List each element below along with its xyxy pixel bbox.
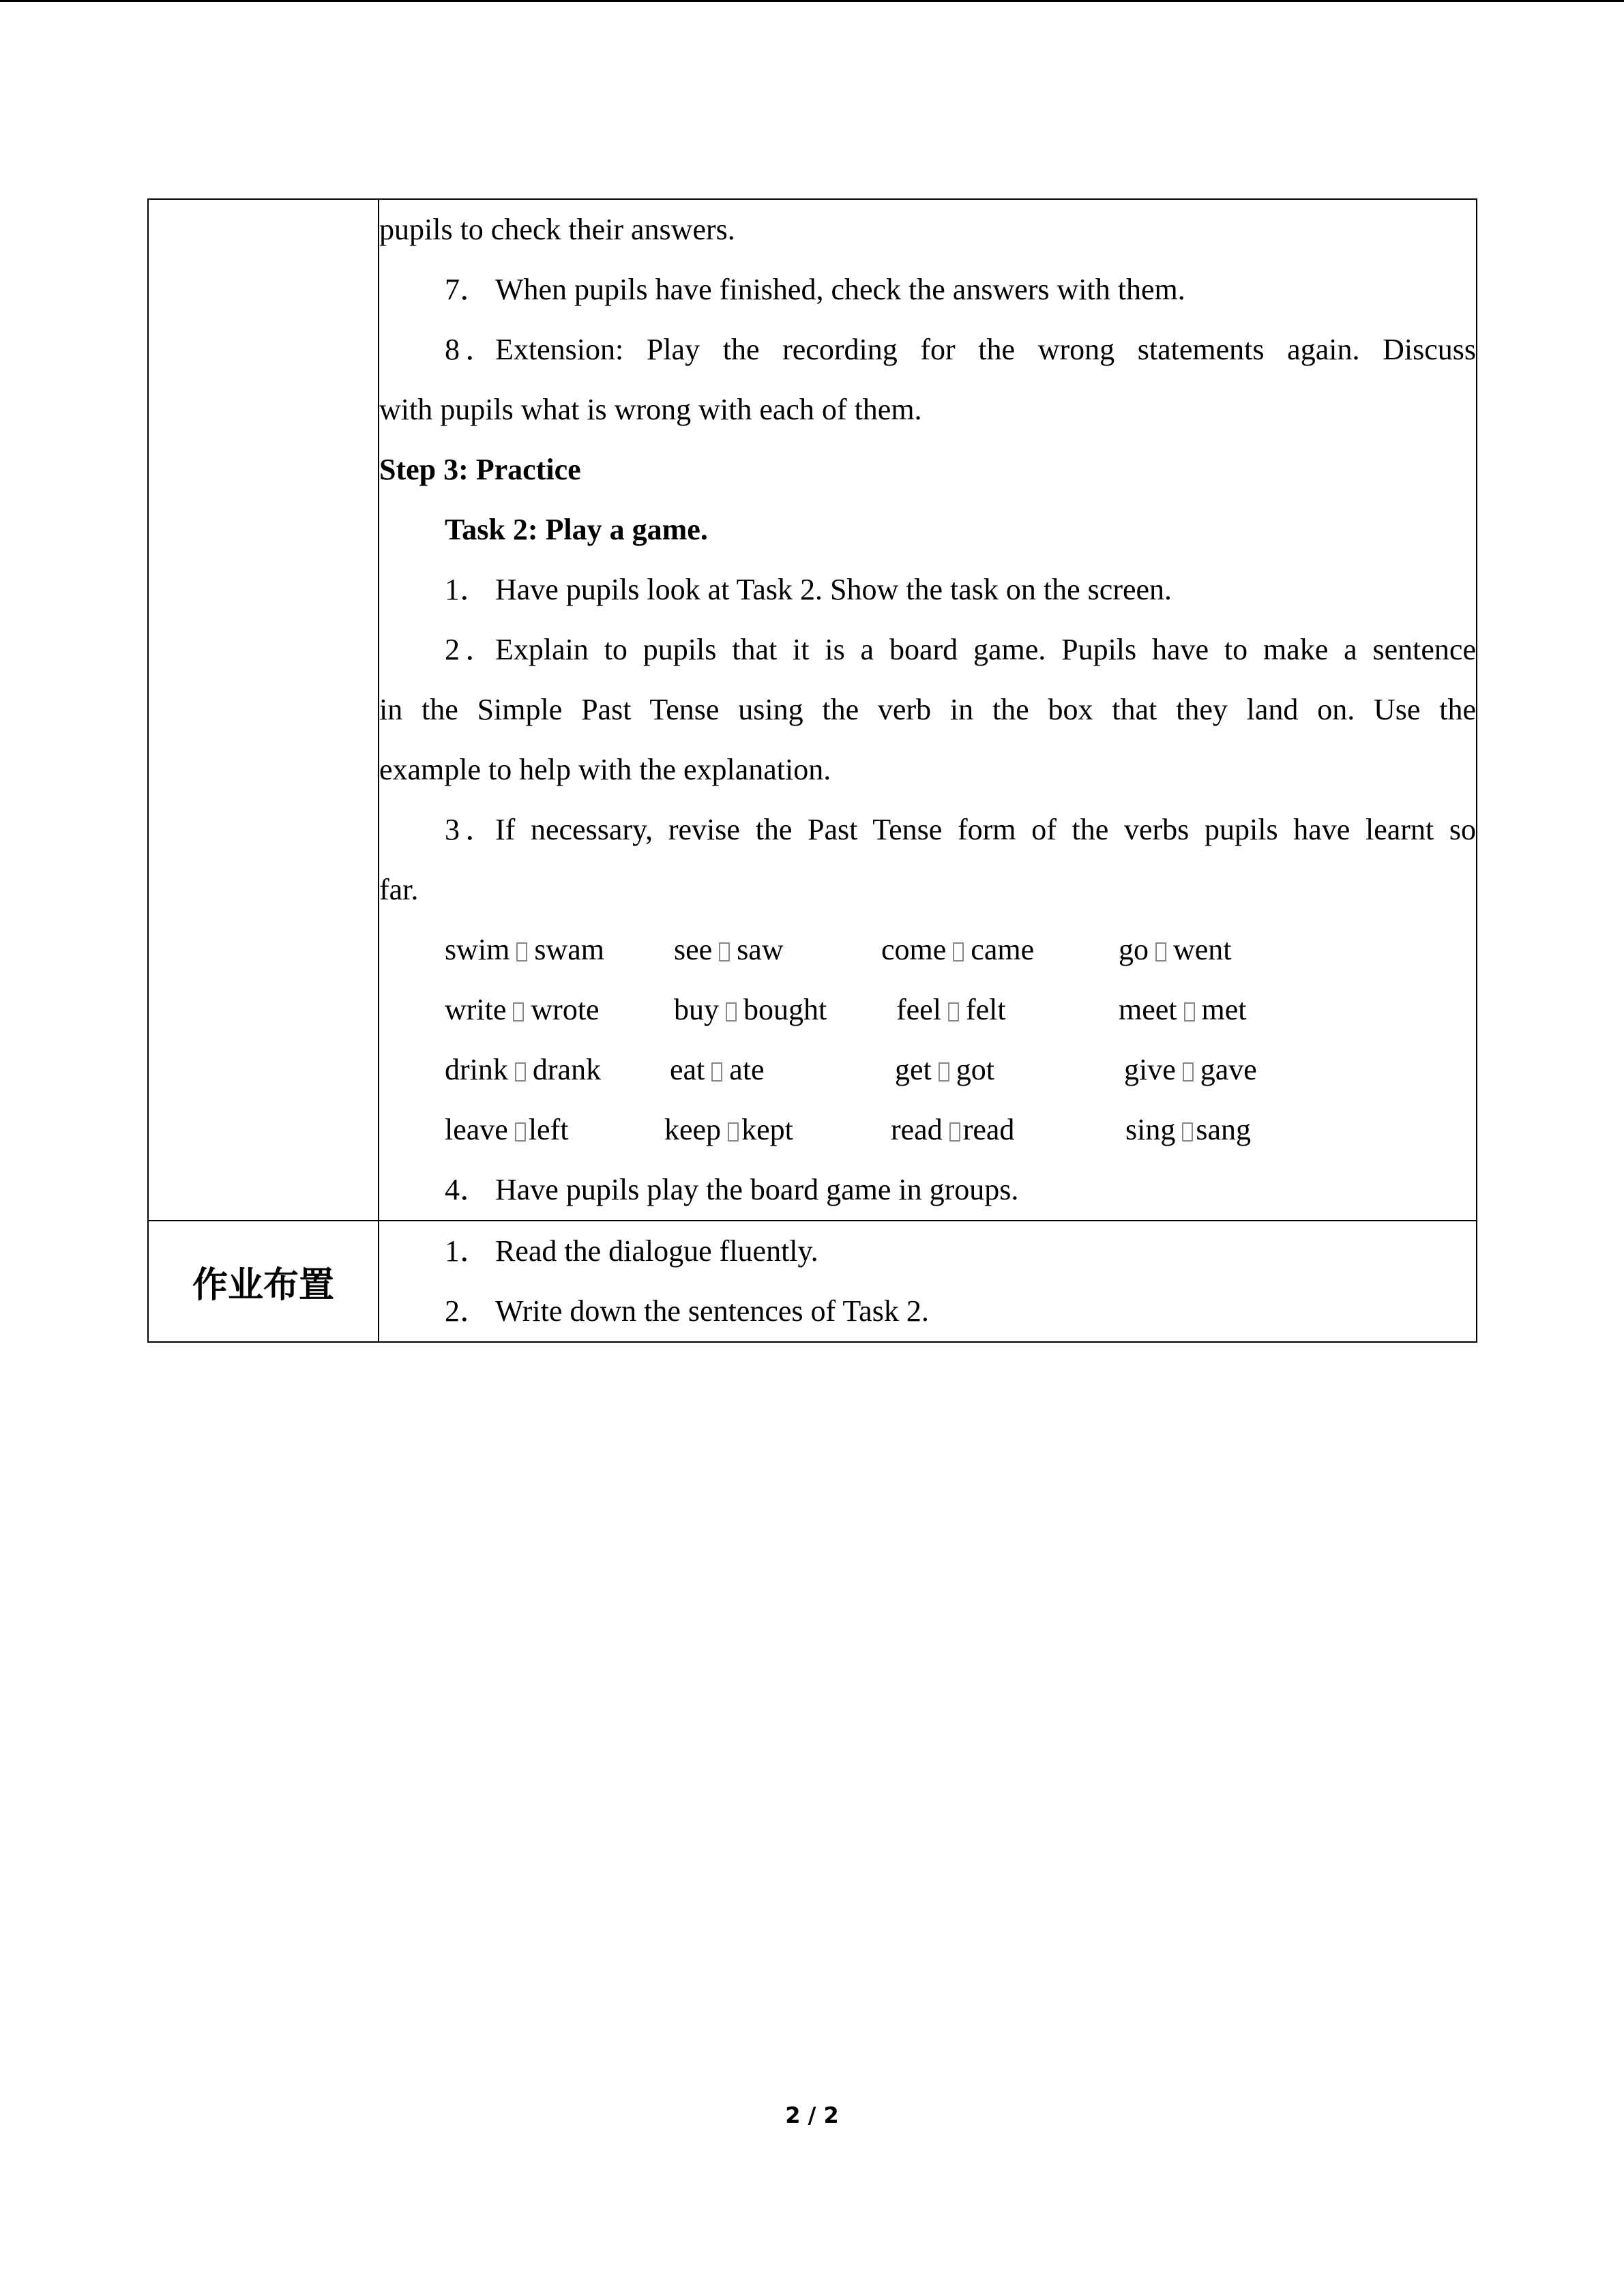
page-number: 2 / 2: [785, 2102, 839, 2128]
verb-row-1: [379, 920, 1476, 980]
verb-pair: [664, 1100, 891, 1160]
verb-base: feel: [896, 993, 941, 1026]
item-text: If necessary, revise the Past Tense form of the verbs pupils have learnt so: [495, 813, 1476, 846]
verb-pair: [1119, 980, 1247, 1040]
arrow-box-icon: [516, 942, 527, 961]
step-item-8: [379, 320, 1476, 380]
verb-past: saw: [737, 933, 784, 966]
verb-base: meet: [1119, 993, 1177, 1026]
verb-base: buy: [674, 993, 719, 1026]
homework-content-cell: [379, 1221, 1477, 1342]
arrow-box-icon: [949, 1122, 960, 1142]
arrow-box-icon: [953, 942, 964, 961]
verb-base: come: [881, 933, 947, 966]
arrow-box-icon: [1183, 1062, 1194, 1082]
verb-base: sing: [1125, 1113, 1176, 1146]
verb-pair: [445, 920, 674, 980]
item-text: When pupils have finished, check the answers with them.: [495, 273, 1185, 306]
verb-base: read: [891, 1113, 943, 1146]
verb-pair: [881, 920, 1119, 980]
verb-past: ate: [729, 1053, 765, 1086]
item-text: Have pupils play the board game in groups.: [495, 1173, 1019, 1206]
verb-past: left: [528, 1113, 569, 1146]
verb-base: drink: [445, 1053, 508, 1086]
homework-item-1: [379, 1221, 1476, 1281]
verb-base: go: [1119, 933, 1149, 966]
item-text: Write down the sentences of Task 2.: [495, 1294, 929, 1328]
verb-base: swim: [445, 933, 510, 966]
verb-past: went: [1173, 933, 1232, 966]
homework-item-2: [379, 1281, 1476, 1341]
arrow-box-icon: [1184, 1002, 1195, 1022]
verb-row-2: [379, 980, 1476, 1040]
arrow-box-icon: [719, 942, 730, 961]
verb-row-3: [379, 1040, 1476, 1100]
verb-past: felt: [965, 993, 1006, 1026]
practice-item-2: [379, 620, 1476, 680]
arrow-box-icon: [1182, 1122, 1193, 1142]
arrow-box-icon: [939, 1062, 949, 1082]
item-number: 1．: [445, 573, 490, 606]
item-text: Read the dialogue fluently.: [495, 1234, 818, 1268]
arrow-box-icon: [726, 1002, 737, 1022]
task-heading: Task 2: Play a game.: [445, 513, 708, 546]
verb-base: get: [895, 1053, 932, 1086]
verb-pair: [674, 980, 896, 1040]
verb-pair: [445, 980, 674, 1040]
item-number: 8．: [445, 333, 495, 366]
verb-base: leave: [445, 1113, 508, 1146]
verb-row-4: [379, 1100, 1476, 1160]
arrow-box-icon: [515, 1122, 526, 1142]
arrow-box-icon: [948, 1002, 959, 1022]
verb-past: drank: [532, 1053, 602, 1086]
item-number: 4．: [445, 1173, 490, 1206]
verb-base: see: [674, 933, 713, 966]
verb-base: eat: [670, 1053, 705, 1086]
verb-list: [379, 920, 1476, 1160]
verb-past: got: [956, 1053, 994, 1086]
item-text: Extension: Play the recording for the wrong statements again. Discuss: [495, 333, 1476, 366]
verb-base: keep: [664, 1113, 722, 1146]
verb-past: swam: [534, 933, 605, 966]
homework-label: 作业布置: [148, 1221, 379, 1342]
procedure-content-cell: [379, 199, 1477, 1221]
practice-item-3: [379, 800, 1476, 860]
verb-past: sang: [1196, 1113, 1252, 1146]
procedure-row: [148, 199, 1477, 1221]
practice-item-3-continued: far.: [379, 873, 419, 906]
homework-row: [148, 1221, 1477, 1342]
verb-pair: [895, 1040, 1124, 1100]
practice-item-2-continued: example to help with the explanation.: [379, 753, 831, 786]
item-number: 7．: [445, 273, 490, 306]
practice-item-2-continued: in the Simple Past Tense using the verb in the box that they land on. Use the: [379, 693, 1476, 726]
verb-pair: [891, 1100, 1125, 1160]
step-item-8-continued: with pupils what is wrong with each of them.: [379, 393, 922, 426]
lesson-plan-table: [147, 198, 1477, 1343]
verb-past: met: [1201, 993, 1247, 1026]
verb-past: bought: [743, 993, 827, 1026]
practice-item-1: [379, 560, 1476, 620]
verb-pair: [1119, 920, 1232, 980]
arrow-box-icon: [513, 1002, 524, 1022]
verb-past: came: [971, 933, 1035, 966]
item-number: 2．: [445, 633, 495, 666]
item-number: 3．: [445, 813, 495, 846]
item-number: 2．: [445, 1294, 490, 1328]
verb-base: write: [445, 993, 507, 1026]
arrow-box-icon: [515, 1062, 526, 1082]
continued-line: pupils to check their answers.: [379, 213, 735, 246]
verb-pair: [445, 1040, 670, 1100]
step-heading: Step 3: Practice: [379, 453, 581, 486]
verb-past: read: [962, 1113, 1015, 1146]
verb-base: give: [1124, 1053, 1176, 1086]
verb-pair: [1124, 1040, 1257, 1100]
arrow-box-icon: [1155, 942, 1166, 961]
item-text: Have pupils look at Task 2. Show the task on the screen.: [495, 573, 1172, 606]
verb-pair: [670, 1040, 895, 1100]
verb-pair: [445, 1100, 664, 1160]
verb-pair: [896, 980, 1119, 1040]
item-text: Explain to pupils that it is a board game. Pupils have to make a sentence: [495, 633, 1476, 666]
verb-past: gave: [1200, 1053, 1257, 1086]
procedure-label-cell: [148, 199, 379, 1221]
verb-pair: [1125, 1100, 1251, 1160]
step-item-7: [379, 260, 1476, 320]
arrow-box-icon: [728, 1122, 739, 1142]
verb-past: kept: [741, 1113, 793, 1146]
verb-past: wrote: [531, 993, 600, 1026]
verb-pair: [674, 920, 881, 980]
arrow-box-icon: [711, 1062, 722, 1082]
item-number: 1．: [445, 1234, 490, 1268]
practice-item-4: [379, 1160, 1476, 1220]
